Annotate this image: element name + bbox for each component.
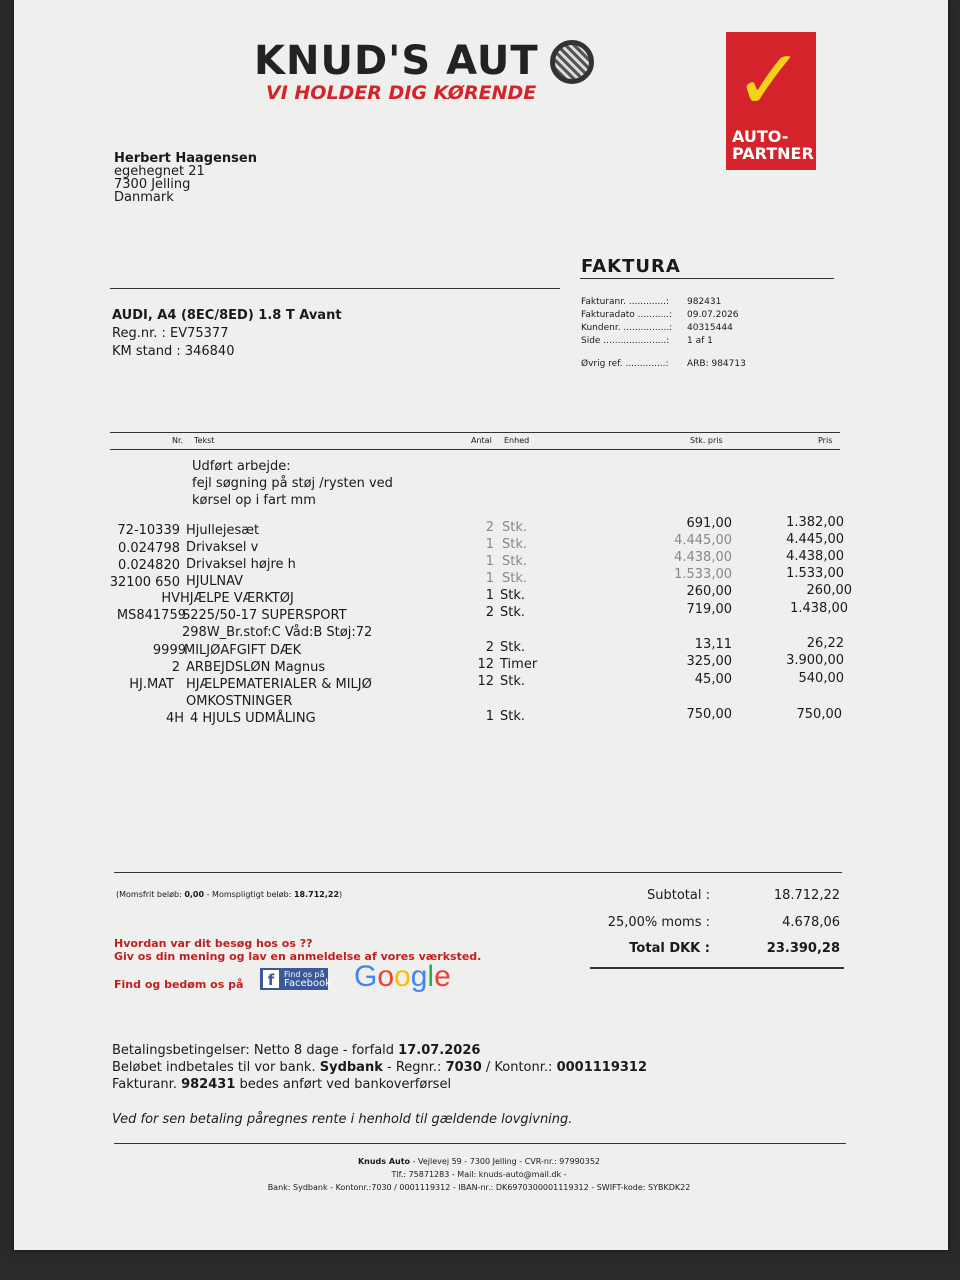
line-qty: 1 [485, 709, 494, 724]
vehicle-reg: Reg.nr. : EV75377 [112, 326, 229, 341]
col-header-pris: Pris [818, 436, 833, 445]
invoice-paper [14, 0, 948, 1250]
due-date: 17.07.2026 [398, 1043, 481, 1058]
meta-value: 1 af 1 [687, 336, 713, 346]
footer [114, 1155, 844, 1194]
google-logo-text: Google [354, 960, 451, 993]
meta-value: 982431 [687, 297, 722, 307]
line-unit-price: 4.445,00 [674, 533, 732, 548]
moms-value: 4.678,06 [782, 915, 840, 930]
line-nr: 72-10339 [117, 523, 180, 538]
line-text: OMKOSTNINGER [186, 694, 293, 709]
line-unit: Stk. [502, 554, 528, 569]
customer-address [114, 152, 257, 204]
total-label: Total DKK : [629, 941, 710, 956]
moms-note-text: ) [339, 890, 343, 899]
line-text: HJÆLPEMATERIALER & MILJØ [186, 677, 372, 692]
line-unit-price: 691,00 [686, 516, 732, 531]
line-nr: 2 [171, 660, 180, 675]
col-header-tekst: Tekst [194, 436, 215, 445]
divider [110, 449, 840, 450]
vehicle-info [112, 307, 342, 361]
divider [580, 278, 834, 279]
line-qty: 1 [485, 588, 494, 603]
col-header-nr: Nr. [172, 436, 184, 445]
line-text: S225/50-17 SUPERSPORT [182, 608, 347, 623]
meta-label: Øvrig ref. ..............: [581, 359, 669, 369]
line-text: HJÆLPE VÆRKTØJ [180, 591, 294, 606]
line-price: 26,22 [806, 636, 844, 651]
pay-text: Beløbet indbetales til vor bank. [112, 1060, 320, 1075]
line-price: 4.445,00 [786, 532, 844, 547]
subtotal-label: Subtotal : [647, 888, 710, 903]
line-unit-price: 45,00 [694, 672, 732, 687]
line-nr: HV [161, 591, 180, 606]
line-price: 1.533,00 [786, 566, 844, 581]
line-nr: HJ.MAT [129, 677, 174, 692]
line-price: 1.438,00 [790, 601, 848, 616]
moms-free-value: 0,00 [184, 890, 205, 899]
line-qty: 1 [485, 554, 494, 569]
line-price: 540,00 [798, 671, 844, 686]
divider [110, 288, 560, 289]
line-nr: 0.024798 [117, 541, 180, 556]
facebook-icon: f [263, 970, 279, 988]
line-qty: 12 [477, 657, 494, 672]
line-text: HJULNAV [186, 574, 244, 589]
customer-city: 7300 Jelling [114, 177, 191, 192]
line-unit: Timer [500, 657, 538, 672]
line-qty: 12 [477, 674, 494, 689]
line-price: 1.382,00 [786, 515, 844, 530]
bank-name: Sydbank [319, 1060, 383, 1075]
line-nr: 0.024820 [117, 558, 180, 573]
line-price: 260,00 [806, 583, 852, 598]
invoice-number: 982431 [181, 1077, 236, 1092]
line-unit: Stk. [500, 640, 526, 655]
line-unit-price: 4.438,00 [674, 550, 732, 565]
moms-note-text: (Momsfrit beløb: [116, 890, 185, 899]
autopartner-logo [726, 32, 816, 170]
line-unit: Stk. [500, 709, 526, 724]
review-find-text: Find og bedøm os på [114, 978, 244, 991]
subtotal-value: 18.712,22 [773, 888, 840, 903]
work-desc-line: fejl søgning på støj /rysten ved [192, 476, 393, 491]
line-price: 3.900,00 [786, 653, 844, 668]
facebook-small: Find os på [284, 970, 325, 979]
work-description [192, 458, 393, 509]
line-price: 4.438,00 [786, 549, 844, 564]
facebook-name: Facebook [284, 978, 331, 989]
line-nr: 4H [165, 711, 184, 726]
line-text: MILJØAFGIFT DÆK [184, 643, 302, 658]
line-qty: 2 [485, 605, 494, 620]
line-qty: 2 [485, 520, 494, 535]
line-unit-price: 13,11 [694, 637, 732, 652]
line-unit: Stk. [502, 571, 528, 586]
line-text: Drivaksel højre h [186, 557, 296, 572]
footer-text: - Vejlevej 59 - 7300 Jelling - CVR-nr.: 97990352 [410, 1157, 601, 1166]
meta-value: 09.07.2026 [687, 310, 739, 320]
line-unit: Stk. [500, 674, 526, 689]
line-unit-price: 750,00 [686, 707, 732, 722]
line-unit-price: 260,00 [686, 584, 732, 599]
line-unit: Stk. [500, 605, 526, 620]
customer-name: Herbert Haagensen [114, 151, 257, 166]
vehicle-model: AUDI, A4 (8EC/8ED) 1.8 T Avant [112, 308, 342, 323]
meta-label: Fakturanr. .............: [581, 297, 670, 307]
payment-terms [112, 1042, 647, 1128]
meta-value: 40315444 [687, 323, 733, 333]
line-unit: Stk. [502, 537, 528, 552]
line-unit: Stk. [502, 520, 528, 535]
line-nr: MS841759 [116, 608, 186, 623]
line-unit-price: 719,00 [686, 602, 732, 617]
account-number: 0001119312 [556, 1060, 648, 1075]
divider [114, 872, 842, 873]
partner-label-1: AUTO- [732, 127, 789, 146]
line-nr: 9999 [152, 643, 186, 658]
col-header-stkpris: Stk. pris [690, 436, 723, 445]
late-payment-note: Ved for sen betaling påregnes rente i henhold til gældende lovgivning. [112, 1112, 573, 1127]
line-text: ARBEJDSLØN Magnus [186, 660, 326, 675]
line-unit: Stk. [500, 588, 526, 603]
vehicle-km: KM stand : 346840 [112, 344, 235, 359]
pay-text: - Regnr.: [382, 1060, 446, 1075]
line-nr: 32100 650 [109, 575, 180, 590]
footer-company: Knuds Auto [357, 1157, 411, 1166]
divider [590, 967, 844, 969]
pay-text: bedes anført ved bankoverførsel [235, 1077, 452, 1092]
review-line-2: Giv os din mening og lav en anmeldelse af vores værksted. [114, 950, 482, 963]
meta-value: ARB: 984713 [687, 359, 746, 369]
tire-icon [550, 40, 594, 84]
footer-contact: Tlf.: 75871283 - Mail: knuds-auto@mail.dk - [391, 1170, 567, 1179]
moms-note-text: - Momspligtigt beløb: [204, 890, 294, 899]
line-text: 4 HJULS UDMÅLING [190, 711, 316, 726]
moms-taxable-value: 18.712,22 [293, 890, 340, 899]
review-line-1: Hvordan var dit besøg hos os ?? [114, 937, 313, 950]
work-desc-line: kørsel op i fart mm [192, 493, 316, 508]
company-tagline: VI HOLDER DIG KØRENDE [266, 82, 537, 104]
line-qty: 1 [485, 537, 494, 552]
line-qty: 2 [485, 640, 494, 655]
moms-note [116, 890, 342, 899]
line-unit-price: 325,00 [686, 654, 732, 669]
total-value: 23.390,28 [766, 941, 840, 956]
footer-bank: Bank: Sydbank - Kontonr.:7030 / 0001119312 - IBAN-nr.: DK6970300001119312 - SWIFT-kode: SYBKDK22 [267, 1183, 691, 1192]
work-desc-line: Udført arbejde: [192, 459, 291, 474]
divider [114, 1143, 846, 1144]
meta-label: Fakturadato ...........: [581, 310, 673, 320]
checkmark-icon: ✓ [734, 31, 805, 129]
document-title: FAKTURA [581, 256, 681, 277]
pay-text: Fakturanr. [112, 1077, 182, 1092]
col-header-enhed: Enhed [504, 436, 530, 445]
line-qty: 1 [485, 571, 494, 586]
col-header-antal: Antal [471, 436, 492, 445]
pay-text: / Kontonr.: [481, 1060, 557, 1075]
line-price: 750,00 [796, 707, 842, 722]
reg-number: 7030 [445, 1060, 482, 1075]
customer-country: Danmark [114, 190, 174, 205]
google-link[interactable] [354, 960, 451, 994]
divider [110, 432, 840, 433]
company-logo-text: KNUD'S AUT [254, 38, 539, 84]
partner-label-2: PARTNER [732, 144, 814, 163]
line-unit-price: 1.533,00 [674, 567, 732, 582]
line-text: 298W_Br.stof:C Våd:B Støj:72 [182, 625, 373, 640]
line-text: Drivaksel v [186, 540, 259, 555]
meta-label: Side ......................: [581, 336, 670, 346]
line-text: Hjullejesæt [186, 523, 260, 538]
meta-label: Kundenr. ................: [581, 323, 673, 333]
moms-label: 25,00% moms : [607, 915, 710, 930]
facebook-link[interactable] [260, 968, 331, 990]
customer-street: egehegnet 21 [114, 164, 205, 179]
pay-text: Betalingsbetingelser: Netto 8 dage - forfald [112, 1043, 399, 1058]
invoice-meta [581, 296, 746, 371]
